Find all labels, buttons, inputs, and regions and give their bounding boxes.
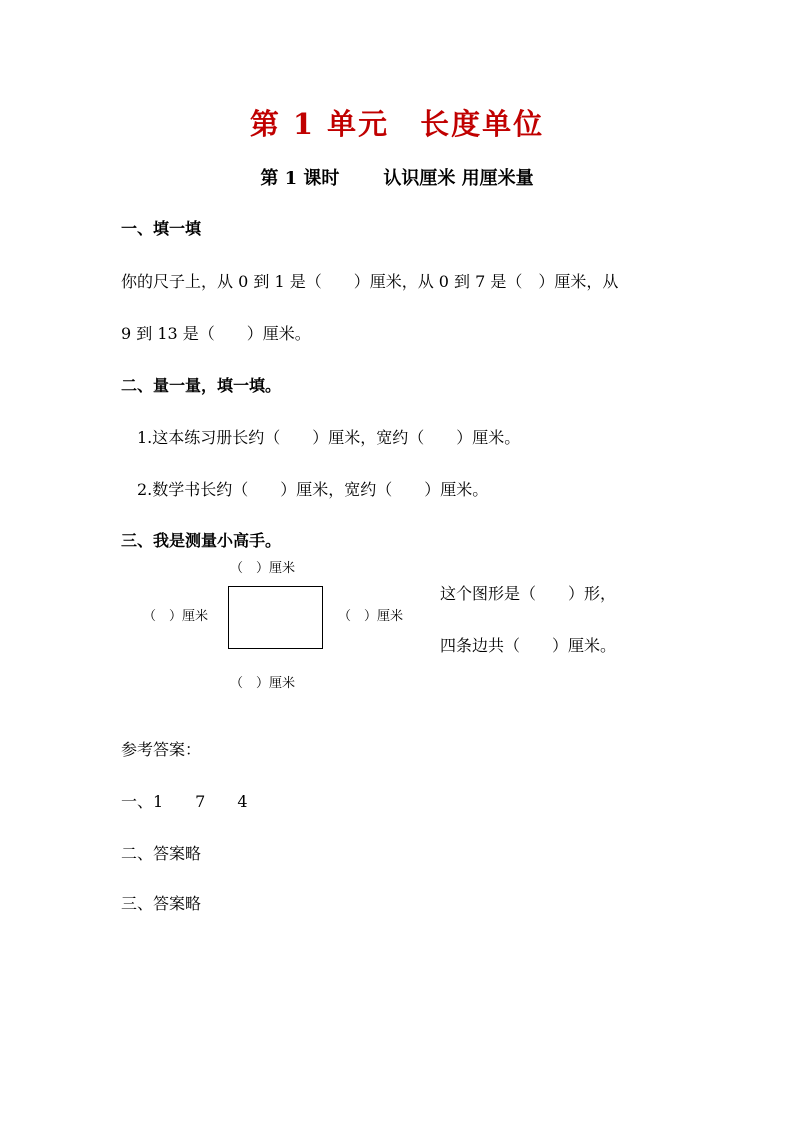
section3-heading: 三、我是测量小高手。 [121,531,282,550]
answers-heading: 参考答案： [121,740,202,759]
rect-bottom-label: （ ）厘米 [230,676,296,691]
answer-1: 一、1 7 4 [121,792,248,811]
section2-item-1: 1.这本练习册长约（ ）厘米，宽约（ ）厘米。 [137,428,521,447]
answer-2: 二、答案略 [121,844,202,863]
section1-line1: 你的尺子上，从 0 到 1 是（ ）厘米，从 0 到 7 是（ ）厘米，从 [121,272,619,291]
shape-question: 这个图形是（ ）形， [440,584,617,603]
rect-right-label: （ ）厘米 [338,609,404,624]
perimeter-question: 四条边共（ ）厘米。 [440,636,617,655]
rect-top-label: （ ）厘米 [230,561,296,576]
rect-left-label: （ ）厘米 [143,609,209,624]
section1-line2: 9 到 13 是（ ）厘米。 [121,324,311,343]
page-title: 第 1 单元 长度单位 [249,107,545,141]
section1-heading: 一、填一填 [121,219,202,238]
section2-item-2: 2.数学书长约（ ）厘米，宽约（ ）厘米。 [137,480,489,499]
answer-3: 三、答案略 [121,894,202,913]
lesson-subtitle [0,164,794,190]
lesson-number: 第 1 课时 [260,168,340,189]
section2-heading: 二、量一量，填一填。 [121,376,282,395]
lesson-topic: 认识厘米 用厘米量 [383,168,534,189]
measurement-rectangle [228,586,323,649]
